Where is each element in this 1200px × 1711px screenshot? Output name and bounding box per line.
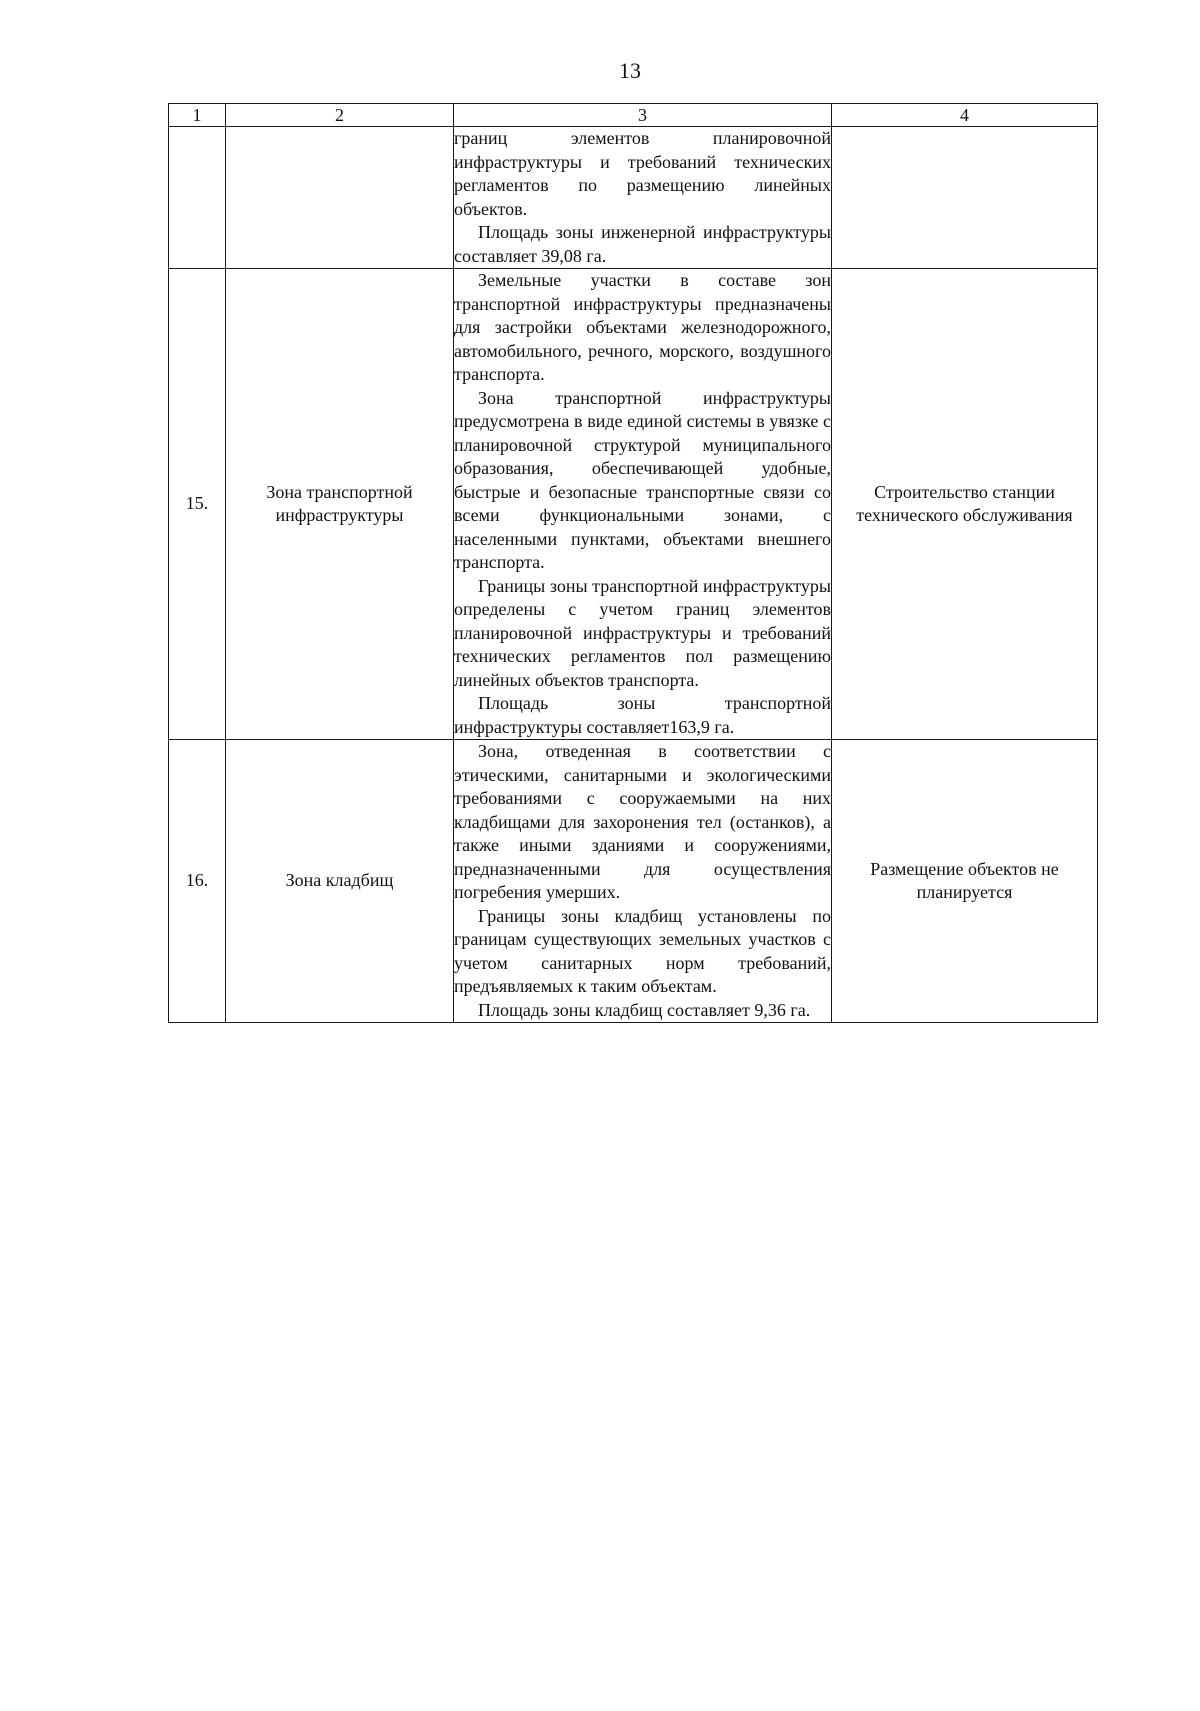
table-row — [169, 269, 1098, 740]
description-paragraph: Площадь зоны транспортной инфраструктуры составляет163,9 га. — [454, 693, 831, 737]
header-cell-1: 1 — [169, 104, 226, 127]
zone-name: Зона транспортной инфраструктуры — [226, 269, 454, 740]
zones-table — [168, 103, 1098, 1023]
row-number: 15. — [169, 269, 226, 740]
zone-name: Зона кладбищ — [226, 740, 454, 1023]
description-paragraph: Площадь зоны инженерной инфраструктуры составляет 39,08 га. — [454, 222, 831, 266]
header-cell-2: 2 — [226, 104, 454, 127]
description-paragraph: Границы зоны транспортной инфраструктуры определены с учетом границ элементов планировочной инфраструктуры и требований технических регламентов пол размещению линейных объектов транспорта. — [454, 575, 831, 690]
page-number: 13 — [619, 58, 641, 83]
table-row — [169, 127, 1098, 269]
header-cell-3: 3 — [454, 104, 832, 127]
planned-measures: Строительство станции технического обслуживания — [832, 269, 1098, 740]
header-cell-4: 4 — [832, 104, 1098, 127]
table-row — [169, 740, 1098, 1023]
zone-description — [454, 740, 832, 1023]
description-paragraph: Зона, отведенная в соответствии с этическими, санитарными и экологическими требованиями с сооружаемыми на них кладбищами для захоронения тел (останков), а также иными зданиями и сооружениями, предназначенными для осуществления погребения умерших. — [454, 741, 831, 902]
planned-measures — [832, 127, 1098, 269]
row-number — [169, 127, 226, 269]
description-paragraph: Земельные участки в составе зон транспортной инфраструктуры предназначены для застройки объектами железнодорожного, автомобильного, речного, морского, воздушного транспорта. — [454, 270, 831, 384]
zone-description — [454, 269, 832, 740]
zone-name — [226, 127, 454, 269]
description-paragraph: Площадь зоны кладбищ составляет 9,36 га. — [478, 999, 811, 1020]
row-number: 16. — [169, 740, 226, 1023]
description-paragraph: Границы зоны кладбищ установлены по границам существующих земельных участков с учетом санитарных норм требований, предъявляемых к таким объектам. — [454, 905, 831, 996]
zone-description — [454, 127, 832, 269]
planned-measures: Размещение объектов не планируется — [832, 740, 1098, 1023]
description-paragraph: Зона транспортной инфраструктуры предусмотрена в виде единой системы в увязке с планировочной структурой муниципального образования, обеспечивающей удобные, быстрые и безопасные транспортные связи со всеми функциональными зонами, с населенными пунктами, объектами внешнего транспорта. — [454, 387, 831, 572]
description-paragraph: границ элементов планировочной инфраструктуры и требований технических регламентов по размещению линейных объектов. — [454, 128, 831, 219]
table-header-row — [169, 104, 1098, 127]
